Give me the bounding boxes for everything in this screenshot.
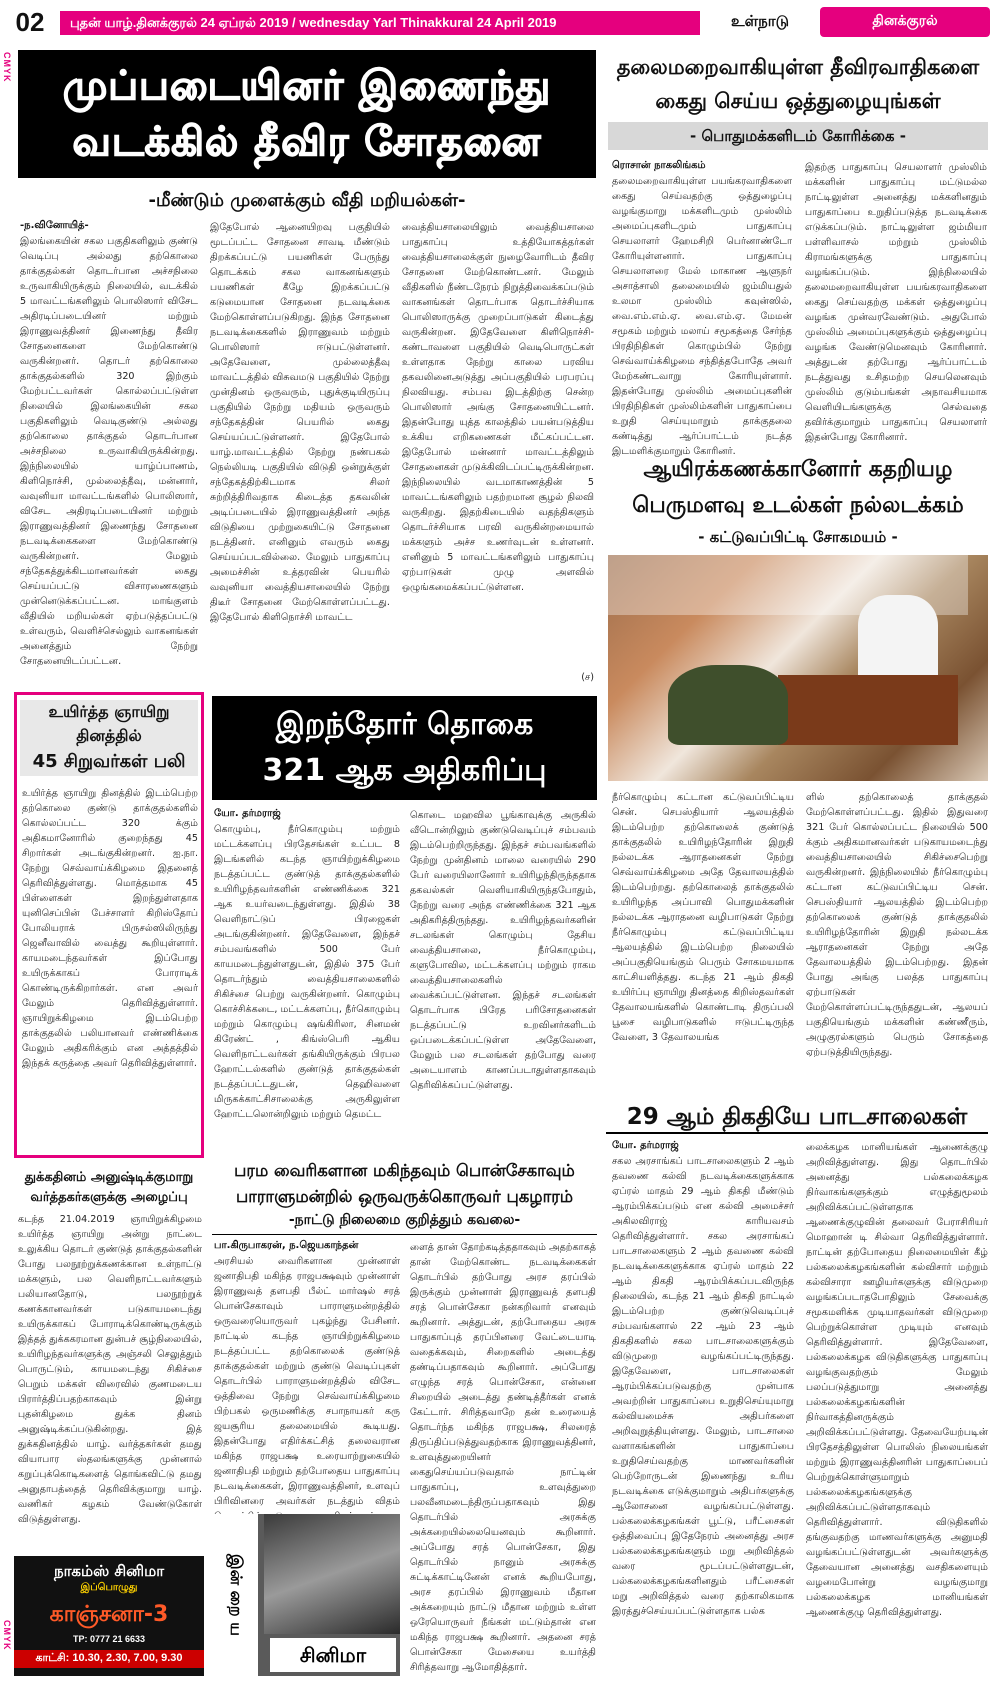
page-header bbox=[0, 0, 1000, 44]
story5-headline bbox=[212, 696, 597, 800]
story3-headline bbox=[608, 452, 988, 524]
story2-column-2: இதற்கு பாதுகாப்பு செயலாளர் முஸ்லிம் மக்களின் பாதுகாப்பு மட்டுமல்ல நாட்டிலுள்ள அனைத்து மக்களினதும் பாதுகாப்பை உறுதிப்படுத்த நடவடிக்கை எடுக்கப்படும். நாட்டிலுள்ள ஜம்மியா பள்ளிவாசல் மற்றும் முஸ்லிம் கிராமங்களுக்கு பாதுகாப்பு வழங்கப்படும். இந்நிலையில் தலைமறைவாகியுள்ள பயங்கரவாதிகளை கைது செய்வதற்கு மக்கள் ஒத்துழைப்பு வழங்க முன்வரவேண்டும். அதுபோல் முஸ்லிம் அமைப்புகளுக்கும் ஒத்துழைப்பு வழங்க வேண்டுமெனவும் கோரினார். அத்துடன் தற்போது ஆர்ப்பாட்டம் நடத்துவது உசிதமற்ற செயலெனவும் முஸ்லிம் குடும்பங்கள் அநாவசியமாக வெளியிடங்களுக்கு செல்வதை தவிர்க்குமாறும் பாதுகாப்பு செயலாளர் இதன்போது கோரினார். bbox=[805, 162, 987, 443]
show-times: காட்சி: 10.30, 2.30, 7.00, 9.30 bbox=[14, 1650, 204, 1668]
story6-byline: பா.கிருபாகரன், ந.ஜெயகாந்தன் bbox=[214, 1240, 359, 1251]
story1-byline: -ந.வினோயித்- bbox=[20, 220, 89, 231]
story6-headline-line2: பாராளுமன்றில் ஒருவருக்கொருவர் புகழாரம் bbox=[236, 1187, 573, 1206]
story8-headline bbox=[14, 1168, 204, 1208]
story2-headline bbox=[608, 50, 988, 122]
story3-column-2: ளில் தற்கொலைத் தாக்குதல் மேற்கொள்ளப்பட்டது. இதில் இதுவரை 321 பேர் கொல்லப்பட்ட நிலையில் 500 க்கும் அதிகமானவர்கள் படுகாயமடைந்து வைத்தியசாலையில் சிகிச்சைபெற்று வருகின்றனர். இந்நிலையில் நீர்கொழும்பு கட்டான கட்டுவப்பிட்டிய சென். செபஸ்தியார் ஆலயத்தில் இடம்பெற்ற தற்கொலைக் குண்டுத் தாக்குதலில் உயிரிழந்தோரின் இறுதி நல்லடக்க ஆராதனைகள் நேற்று அதே தேவாலயத்தில் இடம்பெற்றது. இதன் போது அங்கு பலத்த பாதுகாப்பு ஏற்பாடுகள் மேற்கொள்ளப்பட்டிருந்ததுடன், ஆலயப் பகுதியெங்கும் மக்களின் கண்ணீரும், அழுகுரல்களும் பெரும் சோகத்தை ஏற்படுத்தியிருந்தது. bbox=[806, 792, 988, 1058]
cinema-feature-ad bbox=[214, 1514, 400, 1676]
story3-headline-line1: ஆயிரக்கணக்கானோர் கதறியழ bbox=[643, 457, 953, 482]
story1-headline-line2: வடக்கில் தீவிர சோதனை bbox=[72, 119, 542, 165]
newspaper-logo: தினக்குரல் bbox=[820, 7, 990, 37]
story6-subhead: -நாட்டு நிலைமை குறித்தும் கவலை- bbox=[288, 1212, 521, 1228]
story4-headline-line3: 45 சிறுவர்கள் பலி bbox=[32, 751, 186, 772]
section-label: உள்நாடு bbox=[731, 12, 789, 30]
story2-headline-line2: கைது செய்ய ஒத்துழையுங்கள் bbox=[655, 89, 941, 113]
story6-column-2: ளைத் தான் தோற்கடித்ததாகவும் அதற்காகத் தான் மேற்கொண்ட நடவடிக்கைகள் தொடர்பில் தற்போது அரச தரப்பில் இருக்கும் முன்னாள் இராணுவத் தளபதி சரத் பொன்சேகா நன்கறிவார் எனவும் கூறினார். அத்துடன், தற்போதைய அரசு பாதுகாப்புத் தரப்பினரை வேட்டையாடி வதைக்கவும், சிறைகளில் அடைத்து தண்டிப்பதாகவும் கூறினார். அப்போது எழுந்த சரத் பொன்சேகா, என்னை சிறையில் அடைத்து தண்டித்தீர்கள் எனக் கேட்டார். சிரித்தவாறே தன் உரையைத் தொடர்ந்த மகிந்த ராஜபக்ஷ, சிலரைத் திருப்திப்படுத்துவதற்காக இராணுவத்தினர், உளவுத்துறையினர் கைதுசெய்யப்படுவதால் நாட்டின் பாதுகாப்பு, உளவுத்துறை பலவீனமடைந்திருப்பதாகவும் இது தொடர்பில் அரசுக்கு அக்கறையில்லையெனவும் கூறினார். அப்போது சரத் பொன்சேகா, இது தொடர்பில் நானும் அரசுக்கு சுட்டிக்காட்டினேன் எனக் கூறியபோது, அரச தரப்பில் இராணுவம் மீதான அக்கறையும் நாட்டு மீதான மற்றும் உள்ள ஒரேயொருவர் நீங்கள் மட்டும்தான் என மகிந்த ராஜபக்ஷ கூறினார். அதனை சரத் பொன்சேகா மேசையை உயர்த்தி சிரித்தவாறு ஆமோதித்தார். bbox=[410, 1242, 596, 1673]
story8-headline-line1: துக்கதினம் அனுஷ்டிக்குமாறு bbox=[24, 1170, 194, 1185]
story7-column-2: லைக்கழக மானியங்கள் ஆணைக்குழு அறிவித்துள்ளது. இது தொடர்பில் அனைத்து பல்கலைக்கழக நிர்வாகங்களுக்கும் எழுத்துமூலம் அறிவிக்கப்பட்டுள்ளதாக ஆணைக்குழுவின் தலைவர் பேராசிரியர் மொஹான் டி சில்வா தெரிவித்துள்ளார். நாட்டின் தற்போதைய நிலைமையின் கீழ் பல்கலைக்கழகங்களின் கல்விசார் மற்றும் கல்விசாரா ஊழியர்களுக்கு விடுமுறை வழங்கப்படாதபோதிலும் சேவைக்கு சமூகமளிக்க முடியாதவர்கள் விடுமுறை பெற்றுக்கொள்ள முடியும் எனவும் தெரிவித்துள்ளார். இதேவேளை, பல்கலைக்கழக விடுதிகளுக்கு பாதுகாப்பு வழங்குவதற்கும் மேலும் பலப்படுத்துமாறு அனைத்து பல்கலைக்கழகங்களின் நிர்வாகத்தினருக்கும் அறிவிக்கப்பட்டுள்ளது. தேவையேற்படின் பிரதேசத்திலுள்ள பொலிஸ் நிலையங்கள் மற்றும் இராணுவத்தினரின் பாதுகாப்பைப் பெற்றுக்கொள்ளுமாறும் பல்கலைக்கழகங்களுக்கு அறிவிக்கப்பட்டுள்ளதாகவும் தெரிவித்துள்ளார். விடுதிகளில் தங்குவதற்கு மாணவர்களுக்கு அனுமதி வழங்கப்பட்டுள்ளதுடன் அவர்களுக்கு தேவையான அனைத்து வசதிகளையும் வழமைபோன்று வழங்குமாறு பல்கலைக்கழக மானியங்கள் ஆணைக்குழு தெரிவித்துள்ளது. bbox=[806, 1142, 988, 1618]
story1-column-2: இதேபோல் ஆனையிறவு பகுதியில் மூடப்பட்ட சோதனை சாவடி மீண்டும் திறக்கப்பட்டு பயணிகள் பேருந்து தொடக்கம் சகல வாகனங்களும் பயணிகள் கீழே இறக்கப்பட்டு கடுமையான சோதனை நடவடிக்கை மேற்கொள்ளப்படுகிறது. இந்த சோதனை நடவடிக்கைகளில் இராணுவம் மற்றும் பொலிஸார் ஈடுபட்டுள்ளனர். அதேவேளை, முல்லைத்தீவு மாவட்டத்தில் விசுவமடு பகுதியில் நேற்று முன்தினம் ஒருவரும், புதுக்குடியிருப்பு பகுதியில் நேற்று மதியம் ஒருவரும் சந்தேகத்தின் பெயரில் கைது செய்யப்பட்டுள்ளனர். இதேபோல் யாழ்.மாவட்டத்தில் நேற்று நண்பகல் நெல்லியடி பகுதியில் விடுதி ஒன்றுக்குள் சந்தேகத்திற்கிடமாக சிலர் சுற்றித்திரிவதாக கிடைத்த தகவலின் அடிப்படையில் இராணுவத்தினர் அந்த விடுதியை முற்றுகையிட்டு சோதனை நடத்தினர். எனினும் எவரும் கைது செய்யப்படவில்லை. மேலும் பாதுகாப்பு அமைச்சின் உத்தரவின் பெயரில் வவுனியா வைத்தியசாலையில் நேற்று திடீர் சோதனை மேற்கொள்ளப்பட்டது. இதேபோல் கிளிநொச்சி மாவட்ட bbox=[210, 222, 390, 623]
cinema-name: நாகம்ஸ் சினிமா bbox=[53, 1562, 165, 1580]
story5-column-2: கொடை மஹவில பூங்காவுக்கு அருகில் வீடொன்றிலும் குண்டுவெடிப்புச் சம்பவம் இடம்பெற்றிருந்தது. இந்தச் சம்பவங்களில் நேற்று முன்தினம் மாலை வரையில் 290 பேர் வரையிலானோர் உயிரிழந்திருந்ததாக தகவல்கள் வெளியாகியிருந்தபோதும், நேற்று வரை அந்த எண்ணிக்கை 321 ஆக அதிகரித்திருந்தது. உயிரிழந்தவர்களின் சடலங்கள் கொழும்பு தேசிய வைத்தியசாலை, நீர்கொழும்பு, களுபோவில, மட்டக்களப்பு மற்றும் ராகம வைத்தியசாலைகளில் வைக்கப்பட்டுள்ளன. இந்தச் சடலங்கள் தொடர்பாக பிரேத பரிசோதனைகள் நடத்தப்பட்டு உறவினர்களிடம் ஒப்படைக்கப்பட்டுள்ள அதேவேளை, மேலும் பல சடலங்கள் தற்போது வரை அடையாளம் காணப்படாதுள்ளதாகவும் தெரிவிக்கப்பட்டுள்ளது. bbox=[410, 810, 596, 1091]
story1-column-1: இலங்கையின் சகல பகுதிகளிலும் குண்டு வெடிப்பு அல்லது தற்கொலை தாக்குதல்கள் தொடர்பான அச்சநிலை உருவாகியிருக்கும் நிலையில், வடக்கில் 5 மாவட்டங்களிலும் பொலிஸார் விசேட அதிரடிப்படையினர் மற்றும் இராணுவத்தினர் இணைந்து தீவிர சோதனைகளை மேற்கொண்டு வருகின்றனர். தொடர் தற்கொலை தாக்குதல்களில் 320 இற்கும் மேற்பட்டவர்கள் கொல்லப்பட்டுள்ள நிலையில் இலங்கையின் சகல பகுதிகளிலும் வெடிகுண்டு அல்லது தற்கொலை தாக்குதல் தொடர்பான அச்சநிலை உருவாகியிருக்கின்றது. இந்நிலையில் யாழ்ப்பாணம், கிளிநொச்சி, முல்லைத்தீவு, மன்னார், வவுனியா மாவட்டங்களில் பொலிஸார், விசேட அதிரடிப்படையினர் மற்றும் இராணுவத்தினர் இணைந்து சோதனை நடவடிக்கைகளை மேற்கொண்டு வருகின்றனர். மேலும் சந்தேகத்துக்கிடமானவர்கள் கைது செய்யப்பட்டு விசாரணைகளும் முன்னெடுக்கப்பட்டன. மாங்குளம் வீதியில் மறியல்கள் ஏற்படுத்தப்பட்டு உள்வரும், வெளிச்செல்லும் வாகனங்கள் அனைத்தும் நேற்று சோதனையிடப்பட்டன. bbox=[20, 236, 198, 667]
story8-body: கடந்த 21.04.2019 ஞாயிறுக்கிழமை உயிர்த்த ஞாயிறு அன்று நாட்டை உலுக்கிய தொடர் குண்டுத் தாக்குதல்களின் போது பலநூற்றுக்கணக்கான உள்நாட்டு மக்களும், பல வெளிநாட்டவர்களும் பலியானதோடு, பலநூற்றுக் கணக்கானவர்கள் படுகாயமடைந்து உயிருக்காகப் போராடிக்கொண்டிருக்கும் இத்தத் துக்ககரமான துன்பச் சூழ்நிலையில், உயிரிழந்தவர்களுக்கு அஞ்சலி செலுத்தும் பொருட்டும், காயமடைந்து சிகிச்சை பெறும் மக்கள் விரைவில் குணமடைய பிரார்த்திப்பதற்காகவும் இன்று புதன்கிழமை துக்க தினம் அனுஷ்டிக்கப்படுகின்றது. இத் துக்கதினத்தில் யாழ். வர்த்தகர்கள் தமது வியாபார ஸ்தலங்களுக்கு முன்னால் கறுப்புக்கொடிகளைத் தொங்கவிட்டு தமது அனுதாபத்தைத் தெரிவிக்குமாறு யாழ். வணிகர் கழகம் வேண்டுகோள் விடுத்துள்ளது. bbox=[18, 1214, 202, 1525]
story1-column-3: வைத்தியசாலையிலும் வைத்தியசாலை பாதுகாப்பு உத்தியோகத்தர்கள் வைத்தியசாலைக்குள் நுழைவோரிடம் தீவிர சோதனை மேற்கொண்டனர். மேலும் வீதிகளில் நீண்டநேரம் நிறுத்திவைக்கப்படும் வாகனங்கள் தொடர்பாக தொடர்ச்சியாக பொலிஸாருக்கு முறைப்பாடுகள் கிடைத்து வருகின்றன. இதேவேளை கிளிநொச்சி- கண்டாவளை பகுதியில் வெடிபொருட்கள் உள்ளதாக நேற்று காலை பரவிய தகவலினைஅடுத்து அப்பகுதியில் பரபரப்பு நிலவியது. சம்பவ இடத்திற்கு சென்ற பொலிஸார் அங்கு சோதனையிட்டனர். இதன்போது யுத்த காலத்தில் பயன்படுத்திய உக்கிய எறிகணைகள் மீட்கப்பட்டன. இதேபோல் மன்னார் மாவட்டத்திலும் சோதனைகள் முடுக்கிவிடப்பட்டிருக்கின்றன. இந்நிலையில் வடமாகாணத்தின் 5 மாவட்டங்களிலும் பதற்றமான சூழல் நிலவி வருகிறது. இதற்கிடையில் வதந்திகளும் தொடர்ச்சியாக பரவி வருகின்றமையால் மக்களும் அச்ச உணர்வுடன் உள்ளனர். எனினும் 5 மாவட்டங்களிலும் பாதுகாப்பு ஏற்பாடுகள் முழு அளவில் ஒழுங்கமைக்கப்பட்டுள்ளன. bbox=[402, 222, 594, 593]
feature-letters: இன் றை ய bbox=[214, 1514, 258, 1676]
cmyk-marker-top: CMYK bbox=[2, 52, 12, 83]
cinema-ad bbox=[14, 1556, 204, 1676]
story3-headline-line2: பெருமளவு உடல்கள் நல்லடக்கம் bbox=[632, 493, 964, 518]
story2-headline-line1: தலைமறைவாகியுள்ள தீவிரவாதிகளை bbox=[616, 55, 980, 79]
feature-photo bbox=[264, 1514, 400, 1634]
story4-headline-line1: உயிர்த்த ஞாயிறு bbox=[48, 702, 170, 721]
story7-byline: யோ. தர்மராஜ் bbox=[612, 1140, 679, 1151]
story2-byline: ரொசான் நாகலிங்கம் bbox=[612, 160, 706, 171]
cinema-phone: TP: 0777 21 6633 bbox=[72, 1634, 146, 1644]
story4-headline-line2: தினத்தில் bbox=[76, 726, 142, 745]
date-line: புதன் யாழ்.தினக்குரல் 24 ஏப்ரல் 2019 / wednesday Yarl Thinakkural 24 April 2019 bbox=[60, 11, 700, 35]
story1-headline-line1: முப்படையினர் இணைந்து bbox=[62, 63, 552, 109]
funeral-photo bbox=[608, 555, 988, 781]
story5-headline-line2: 321 ஆக அதிகரிப்பு bbox=[262, 753, 547, 788]
story8-headline-line2: வர்த்தகர்களுக்கு அழைப்பு bbox=[30, 1190, 188, 1205]
story1-signoff: (ச) bbox=[581, 672, 594, 683]
film-title: காஞ்சனா-3 bbox=[49, 1602, 169, 1627]
story1-subhead: -மீண்டும் முளைக்கும் வீதி மறியல்கள்- bbox=[148, 190, 466, 211]
story1-headline bbox=[18, 50, 596, 178]
page-number: 02 bbox=[15, 6, 45, 37]
story3-column-1: நீர்கொழும்பு கட்டான கட்டுவப்பிட்டிய சென். செபஸ்தியார் ஆலயத்தில் இடம்பெற்ற தற்கொலைக் குண்டுத் தாக்குதலில் உயிரிழந்தோரின் இறுதி நல்லடக்க ஆராதனைகள் நேற்று செவ்வாய்க்கிழமை அதே தேவாலயத்தில் இடம்பெற்றது. தற்கொலைத் தாக்குதலில் உயிரிழந்த அப்பாவி பொதுமக்களின் நல்லடக்க ஆராதனை வழிபாடுகள் நேற்று நீர்கொழும்பு கட்டுவப்பிட்டிய ஆலயத்தில் இடம்பெற்ற நிலையில் அப்பகுதியெங்கும் பெரும் சோகமயமாக காட்சியளித்தது. கடந்த 21 ஆம் திகதி உயிர்ப்பு ஞாயிறு தினத்தை கிறிஸ்தவர்கள் தேவாலயங்களில் கொண்டாடி திருப்பலி பூசை வழிபாடுகளில் ஈடுபட்டிருந்த வேளை, 3 தேவாலயங்க bbox=[612, 792, 794, 1043]
story5-byline: யோ. தர்மராஜ் bbox=[214, 808, 281, 819]
cmyk-marker-bottom: CMYK bbox=[2, 1620, 12, 1651]
story6-divider bbox=[212, 1234, 597, 1235]
story3-subhead: - கட்டுவப்பிட்டி சோகமயம் - bbox=[698, 528, 898, 546]
story4-headline bbox=[20, 700, 198, 776]
story2-subhead: - பொதுமக்களிடம் கோரிக்கை - bbox=[608, 122, 988, 150]
story6-column-1: அரசியல் வைரிகளான முன்னாள் ஜனாதிபதி மகிந்த ராஜபக்ஷவும் முன்னாள் இராணுவத் தளபதி பீல்ட் மார்ஷல் சரத் பொன்சேகாவும் பாராளுமன்றத்தில் ஒருவரையொருவர் புகழ்ந்து பேசினர். நாட்டில் கடந்த ஞாயிற்றுக்கிழமை நடத்தப்பட்ட தற்கொலைக் குண்டுத் தாக்குதல்கள் மற்றும் குண்டு வெடிப்புகள் தொடர்பில் பாராளுமன்றத்தில் விசேட ஒத்திவை நேற்று செவ்வாய்க்கிழமை பிற்பகல் ஒருமணிக்கு சபாநாயகர் கரு ஜயசூரிய தலைமையில் கூடியது. இதன்போது எதிர்க்கட்சித் தலைவரான மகிந்த ராஜபக்ஷ உரையாற்றுகையில் ஜனாதிபதி மற்றும் தற்போதைய பாதுகாப்பு நடவடிக்கைகள், இராணுவத்தினர், உளவுப் பிரிவினரை அவர்கள் நடத்தும் விதம் bbox=[214, 1256, 400, 1507]
story2-column-1: தலைமறைவாகியுள்ள பயங்கரவாதிகளை கைது செய்வதற்கு ஒத்துழைப்பு வழங்குமாறு மக்களிடமும் முஸ்லிம் அமைப்புகளிடமும் பாதுகாப்பு செயலாளர் ஹேமசிறி பெர்னாண்டோ கோரியுள்ளனார். பாதுகாப்பு செயலாளரை மேல் மாகாண ஆளுநர் அசாத்சாலி தலைமையில் ஜம்மியதுல் உலமா முஸ்லிம் கவுன்ஸில், வை.எம்.எம்.ஏ. வை.எம்.ஏ. மேமன் சமூகம் மற்றும் மலாய் சமூகத்தை சேர்ந்த பிரதிநிதிகள் கொழும்பில் நேற்று செவ்வாய்க்கிழமை சந்தித்தபோதே அவர் மேற்கண்டவாறு கோரியுள்ளார். இதன்போது முஸ்லிம் அமைப்புகளின் பிரதிநிதிகள் முஸ்லிம்களின் பாதுகாப்பை உறுதி செய்யுமாறும் தாக்குதலை கண்டித்து ஆர்ப்பாட்டம் நடத்த இடமளிக்குமாறும் கோரினர். bbox=[612, 176, 792, 457]
now-showing-label: இப்பொழுது bbox=[80, 1582, 138, 1593]
story6-headline-line1: பரம வைரிகளான மகிந்தவும் பொன்சேகாவும் bbox=[234, 1161, 575, 1180]
story6-headline bbox=[212, 1158, 597, 1210]
story4-body: உயிர்த்த ஞாயிறு தினத்தில் இடம்பெற்ற தற்கொலை குண்டு தாக்குதல்களில் கொல்லப்பட்ட 320 க்கும் அதிகமானோரில் குறைந்தது 45 சிறார்கள் அடங்குகின்றனர். ஐ.நா. நேற்று செவ்வாய்க்கிழமை இதனைத் தெரிவித்துள்ளது. மொத்தமாக 45 பிள்ளைகள் இறந்துள்ளதாக யுனிசெப்பின் பேச்சாளர் கிறிஸ்தோப் போலியராக் பிருசல்ஸிலிருந்து ஜெனீவாவில் வைத்து கூறியுள்ளார். காயமடைந்தவர்கள் இப்போது உயிருக்காகப் போராடிக் கொண்டிருக்கிறார்கள். என அவர் மேலும் தெரிவித்துள்ளார். ஞாயிறுக்கிழமை இடம்பெற்ற தாக்குதலில் பலியானவர் எண்ணிக்கை மேலும் அதிகரிக்கும் என அத்தத்தில் இந்தக் கருத்தை அவர் தெரிவித்துள்ளார். bbox=[22, 788, 198, 1069]
story5-headline-line1: இறந்தோர் தொகை bbox=[275, 707, 534, 742]
feature-title: சினிமா bbox=[270, 1638, 396, 1672]
story7-headline: 29 ஆம் திகதியே பாடசாலைகள் bbox=[606, 1100, 988, 1134]
story5-column-1: கொழும்பு, நீர்கொழும்பு மற்றும் மட்டக்களப்பு பிரதேசங்கள் உட்பட 8 இடங்களில் கடந்த ஞாயிற்றுக்கிழமை நடத்தப்பட்ட குண்டுத் தாக்குதல்களில் உயிரிழந்தவர்களின் எண்ணிக்கை 321 ஆக உயர்வடைந்துள்ளது. இதில் 38 வெளிநாட்டுப் பிரஜைகள் அடங்குகின்றனர். இதேவேளை, இந்தச் சம்பவங்களில் 500 பேர் காயமடைந்துள்ளதுடன், இதில் 375 பேர் தொடர்ந்தும் வைத்தியசாலைகளில் சிகிச்சை பெற்று வருகின்றனர். கொழும்பு கொச்சிக்கடை, மட்டக்களப்பு, நீர்கொழும்பு மற்றும் கொழும்பு ஷங்கிரிலா, சினமன் கிரேண்ட் , கிங்ஸ்பெரி ஆகிய வெளிநாட்டவர்கள் தங்கியிருக்கும் பிரபல ஹோட்டல்களில் குண்டுத் தாக்குதல்கள் நடத்தப்பட்டதுடன், தெஹிவளை மிருகக்காட்சிசாலைக்கு அருகிலுள்ள ஹோட்டலொன்றிலும் மற்றும் தெமட்ட bbox=[214, 824, 400, 1120]
story7-column-1: சகல அரசாங்கப் பாடசாலைகளும் 2 ஆம் தவணை கல்வி நடவடிக்கைகளுக்காக ஏப்ரல் மாதம் 29 ஆம் திகதி மீண்டும் ஆரம்பிக்கப்படும் என கல்வி அமைச்சர் அகிலவிராஜ் காரியவசம் தெரிவித்துள்ளார். சகல அரசாங்கப் பாடசாலைகளும் 2 ஆம் தவணை கல்வி நடவடிக்கைகளுக்காக ஏப்ரல் மாதம் 22 ஆம் திகதி ஆரம்பிக்கப்படவிருந்த நிலையில், கடந்த 21 ஆம் திகதி நாட்டில் இடம்பெற்ற குண்டுவெடிப்புச் சம்பவங்களால் 22 ஆம் 23 ஆம் திகதிகளில் சகல பாடசாலைகளுக்கும் விடுமுறை வழங்கப்பட்டிருந்தது. இதேவேளை, பாடசாலைகள் ஆரம்பிக்கப்படுவதற்கு முன்பாக அவற்றின் பாதுகாப்பை உறுதிசெய்யுமாறு கல்வியமைச்சு அதிபர்களை அறிவுறுத்தியுள்ளது. மேலும், பாடசாலை வளாகங்களின் பாதுகாப்பை உறுதிசெய்வதற்கு மாணவர்களின் பெற்றோருடன் இணைந்து உரிய நடவடிக்கை எடுக்குமாறும் அதிபர்களுக்கு ஆலோசனை வழங்கப்பட்டுள்ளது. பல்கலைக்கழகங்கள் பூட்டு, பரீட்சைகள் ஒத்திவைப்பு இதேநேரம் அனைத்து அரச பல்கலைக்கழகங்களும் மறு அறிவித்தல் வரை மூடப்பட்டுள்ளதுடன், பல்கலைக்கழகங்களினதும் பரீட்சைகள் மறு அறிவித்தல் வரை தற்காலிகமாக இரத்துச்செய்யப்பட்டுள்ளதாக பல்க bbox=[612, 1156, 794, 1617]
